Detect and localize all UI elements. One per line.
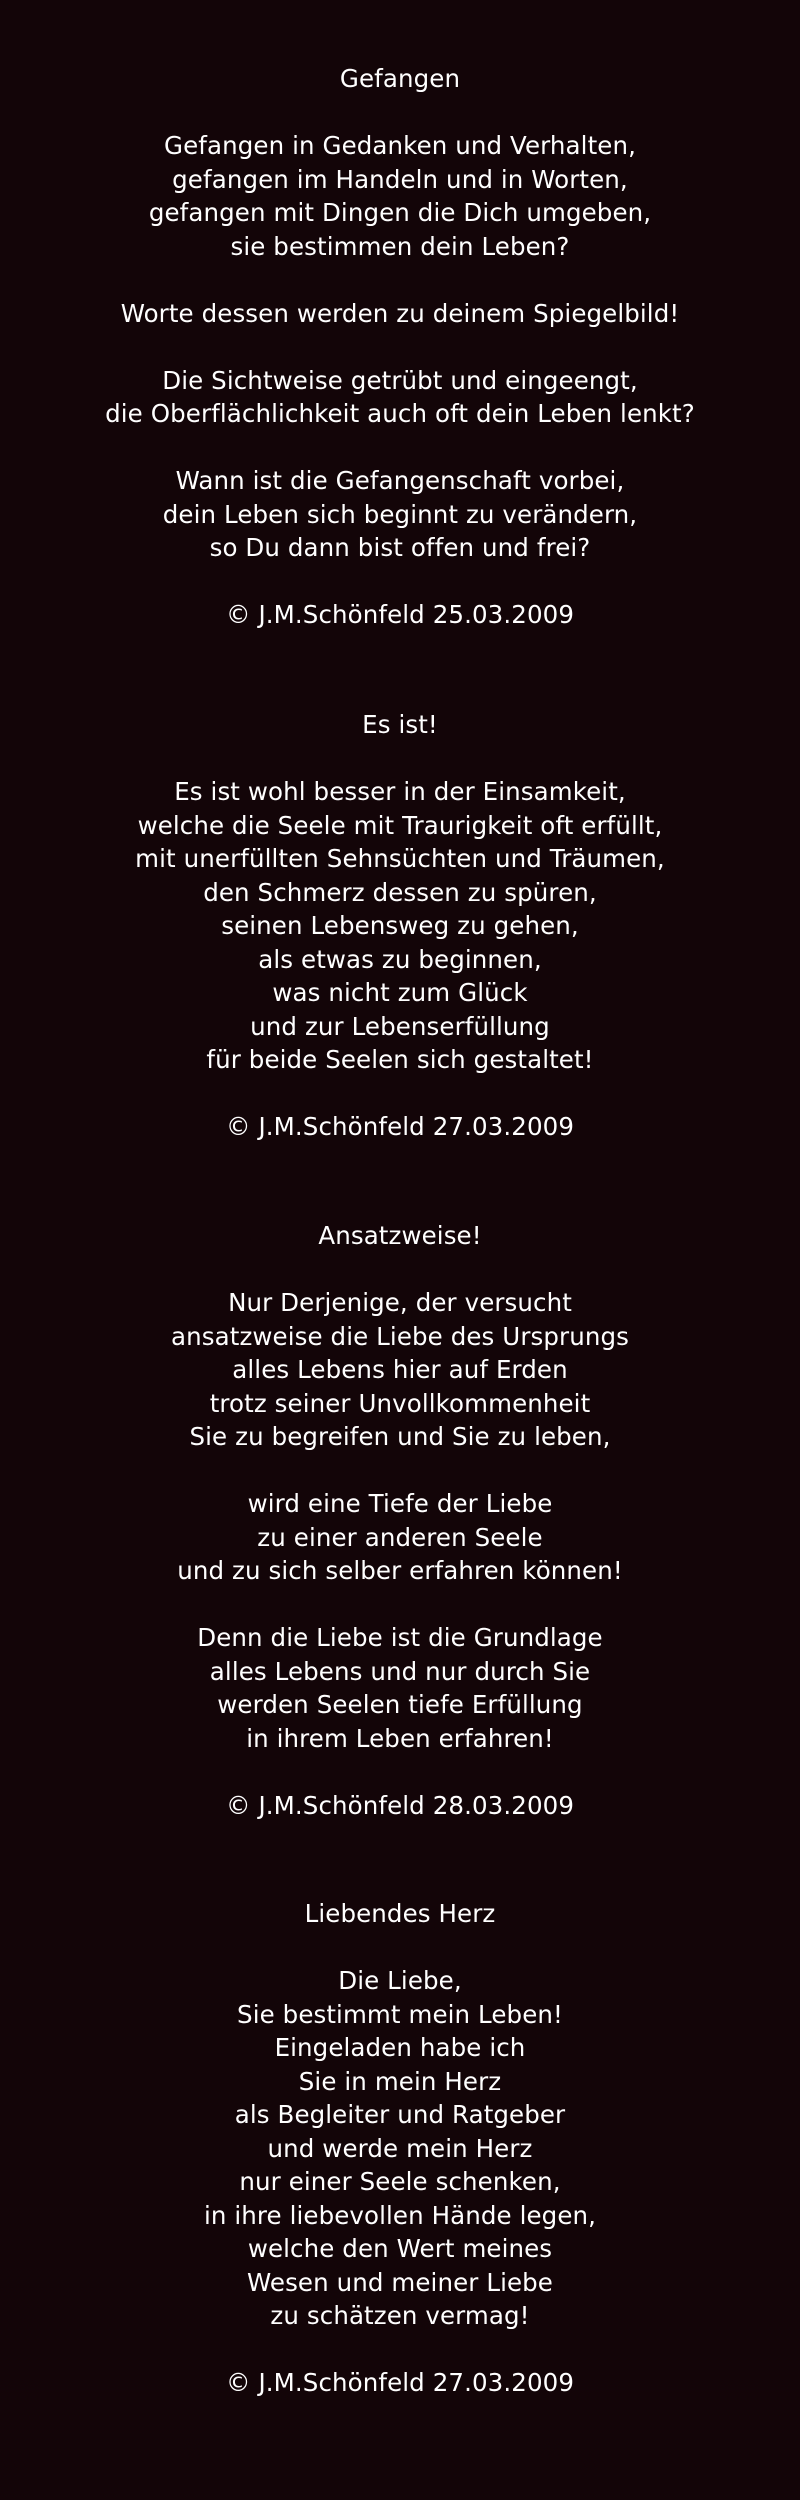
poem-line: als etwas zu beginnen, bbox=[258, 944, 542, 974]
poem-title: Es ist! bbox=[362, 710, 438, 739]
stanza-gap bbox=[0, 1253, 800, 1287]
poem-line: Sie in mein Herz bbox=[298, 2066, 502, 2096]
stanza-gap bbox=[0, 1588, 800, 1622]
poem-line: die Oberflächlichkeit auch oft dein Leben lenkt? bbox=[105, 399, 695, 428]
poem-line: in ihre liebevollen Hände legen, bbox=[203, 2200, 597, 2230]
stanza-gap bbox=[0, 1077, 800, 1111]
poem-line: als Begleiter und Ratgeber bbox=[234, 2100, 566, 2129]
poem-line: Eingeladen habe ich bbox=[274, 2033, 526, 2062]
poem-line: dein Leben sich beginnt zu verändern, bbox=[162, 499, 638, 529]
poem-line: ansatzweise die Liebe des Ursprungs bbox=[171, 1321, 629, 1351]
poem-line: nur einer Seele schenken, bbox=[239, 2167, 561, 2196]
poem-line: gefangen im Handeln und in Worten, bbox=[172, 164, 628, 194]
poem-line: Sie bestimmt mein Leben! bbox=[237, 1999, 563, 2029]
stanza-gap bbox=[0, 2333, 800, 2367]
poem-line: zu schätzen vermag! bbox=[270, 2301, 530, 2330]
stanza-gap bbox=[0, 330, 800, 364]
poem-line: in ihrem Leben erfahren! bbox=[246, 1723, 554, 1753]
poem-line: Die Liebe, bbox=[338, 1966, 462, 1995]
poem-line: Wann ist die Gefangenschaft vorbei, bbox=[175, 466, 625, 495]
stanza-gap bbox=[0, 263, 800, 297]
poem-line: so Du dann bist offen und frei? bbox=[209, 533, 591, 562]
stanza-gap bbox=[0, 1931, 800, 1965]
poem-line: und zur Lebenserfüllung bbox=[250, 1011, 550, 1041]
poem-line: Nur Derjenige, der versucht bbox=[228, 1288, 572, 1317]
poem-line: Es ist wohl besser in der Einsamkeit, bbox=[174, 777, 626, 806]
poem-line: werden Seelen tiefe Erfüllung bbox=[217, 1690, 583, 1719]
poem-line: welche den Wert meines bbox=[247, 2234, 553, 2263]
poem-title: Ansatzweise! bbox=[318, 1221, 482, 1250]
stanza-gap bbox=[0, 431, 800, 465]
poem-gefangen bbox=[0, 62, 800, 632]
poem-line: mit unerfüllten Sehnsüchten und Träumen, bbox=[135, 844, 665, 873]
stanza-gap bbox=[0, 96, 800, 130]
poem-line: was nicht zum Glück bbox=[272, 978, 528, 1007]
poem-line: Gefangen in Gedanken und Verhalten, bbox=[164, 131, 636, 160]
poem-line: welche die Seele mit Traurigkeit oft erfüllt, bbox=[137, 810, 663, 840]
poem-line: alles Lebens und nur durch Sie bbox=[209, 1656, 591, 1686]
poem-title: Gefangen bbox=[339, 64, 461, 93]
poem-title: Liebendes Herz bbox=[304, 1899, 496, 1928]
copyright-line: © J.M.Schönfeld 25.03.2009 bbox=[225, 600, 575, 629]
poem-line: Die Sichtweise getrübt und eingeengt, bbox=[162, 365, 638, 395]
poem-ansatzweise bbox=[0, 1219, 800, 1822]
poem-line: für beide Seelen sich gestaltet! bbox=[206, 1045, 594, 1074]
poem-line: Sie zu begreifen und Sie zu leben, bbox=[189, 1422, 611, 1451]
poem-line: seinen Lebensweg zu gehen, bbox=[221, 911, 579, 940]
poem-es-ist bbox=[0, 708, 800, 1144]
poem-line: Denn die Liebe ist die Grundlage bbox=[197, 1623, 603, 1652]
stanza-gap bbox=[0, 565, 800, 599]
poem-line: alles Lebens hier auf Erden bbox=[232, 1355, 568, 1384]
poem-liebendes-herz bbox=[0, 1897, 800, 2400]
stanza-gap bbox=[0, 742, 800, 776]
poem-line: sie bestimmen dein Leben? bbox=[230, 231, 570, 261]
copyright-line: © J.M.Schönfeld 28.03.2009 bbox=[225, 1790, 575, 1820]
poem-line: Worte dessen werden zu deinem Spiegelbild! bbox=[120, 298, 680, 328]
poem-line: und zu sich selber erfahren können! bbox=[177, 1556, 623, 1585]
poem-line: Wesen und meiner Liebe bbox=[247, 2267, 553, 2297]
poem-line: trotz seiner Unvollkommenheit bbox=[209, 1388, 591, 1418]
poem-line: und werde mein Herz bbox=[267, 2133, 533, 2163]
poem-line: den Schmerz dessen zu spüren, bbox=[203, 877, 597, 907]
poem-line: wird eine Tiefe der Liebe bbox=[247, 1489, 553, 1518]
copyright-line: © J.M.Schönfeld 27.03.2009 bbox=[225, 2368, 575, 2397]
stanza-gap bbox=[0, 1454, 800, 1488]
poem-line: zu einer anderen Seele bbox=[257, 1522, 543, 1552]
copyright-line: © J.M.Schönfeld 27.03.2009 bbox=[225, 1112, 575, 1141]
poem-line: gefangen mit Dingen die Dich umgeben, bbox=[148, 198, 652, 227]
stanza-gap bbox=[0, 1755, 800, 1789]
